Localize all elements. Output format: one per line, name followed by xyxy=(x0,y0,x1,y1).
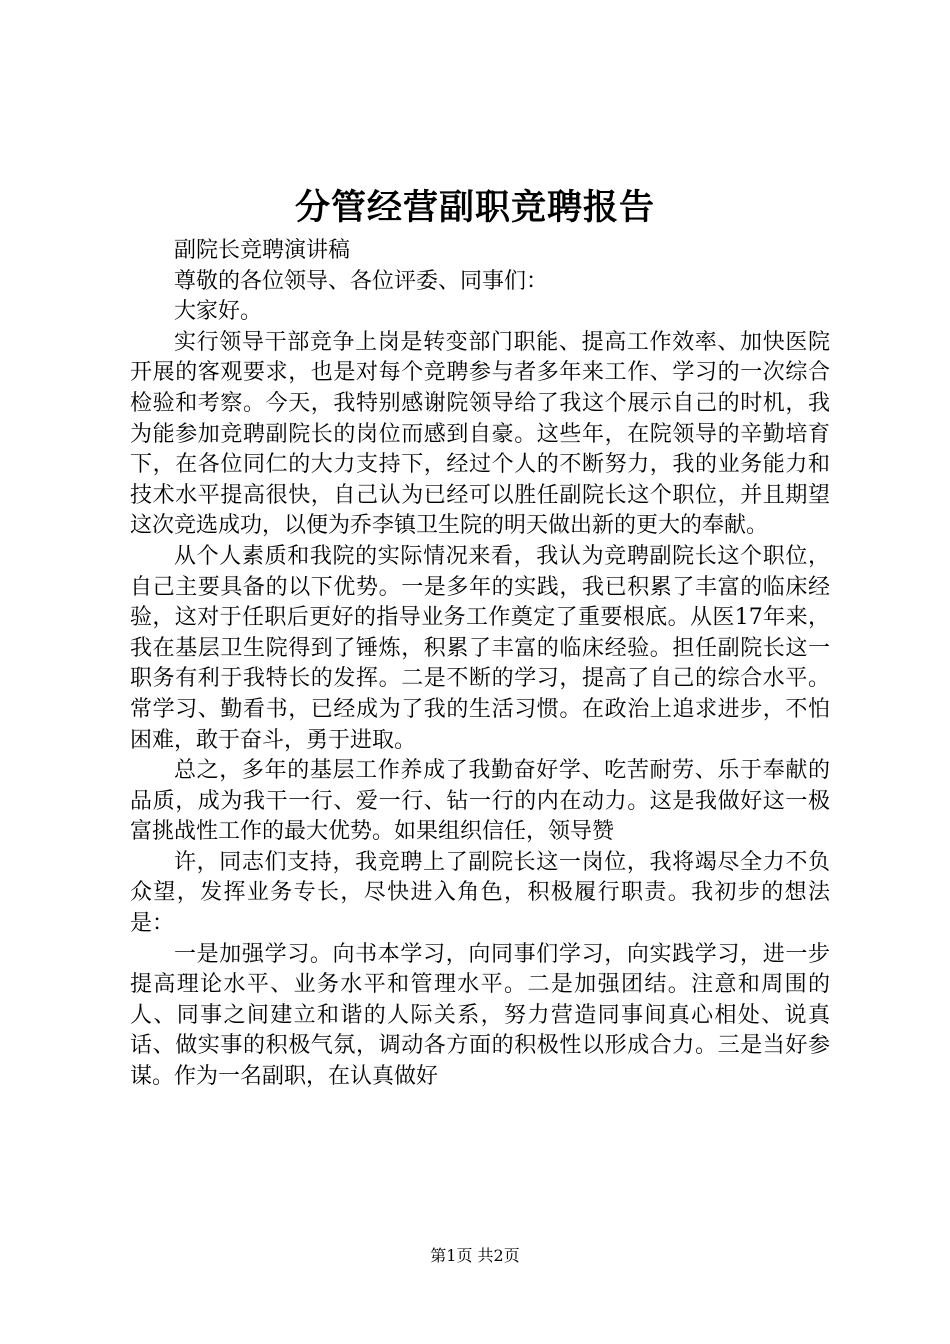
document-title: 分管经营副职竞聘报告 xyxy=(294,187,655,228)
document-body xyxy=(130,236,830,1093)
paragraph-salutation: 尊敬的各位领导、各位评委、同事们： xyxy=(174,268,549,294)
paragraph-summary: 总之，多年的基层工作养成了我勤奋好学、吃苦耐劳、乐于奉献的品质，成为我干一行、爱一行、钻一行的内在动力。这是我做好这一极富挑战性工作的最大优势。如果组织信任，领导赞 xyxy=(130,758,830,845)
paragraph-intro: 实行领导干部竞争上岗是转变部门职能、提高工作效率、加快医院开展的客观要求，也是对每个竞聘参与者多年来工作、学习的一次综合检验和考察。今天，我特别感谢院领导给了我这个展示自己的时机，我为能参加竞聘副院长的岗位而感到自豪。这些年，在院领导的辛勤培育下，在各位同仁的大力支持下，经过个人的不断努力，我的业务能力和技术水平提高很快，自己认为已经可以胜任副院长这个职位，并且期望这次竞选成功，以便为乔李镇卫生院的明天做出新的更大的奉献。 xyxy=(130,329,830,539)
paragraph-greeting: 大家好。 xyxy=(174,299,263,325)
page-footer: 第1页 共2页 xyxy=(430,1246,520,1265)
paragraph-subtitle: 副院长竞聘演讲稿 xyxy=(174,238,351,263)
paragraph-commitment: 许，同志们支持，我竞聘上了副院长这一岗位，我将竭尽全力不负众望，发挥业务专长，尽快进入角色，积极履行职责。我初步的想法是： xyxy=(130,849,830,937)
paragraph-advantages: 从个人素质和我院的实际情况来看，我认为竞聘副院长这个职位，自己主要具备的以下优势。一是多年的实践，我已积累了丰富的临床经验，这对于任职后更好的指导业务工作奠定了重要根底。从医17年来，我在基层卫生院得到了锤炼，积累了丰富的临床经验。担任副院长这一职务有利于我特长的发挥。二是不断的学习，提高了自己的综合水平。常学习、勤看书，已经成为了我的生活习惯。在政治上追求进步，不怕困难，敢于奋斗，勇于进取。 xyxy=(130,543,830,753)
paragraph-plans: 一是加强学习。向书本学习，向同事们学习，向实践学习，进一步提高理论水平、业务水平和管理水平。二是加强团结。注意和周围的人、同事之间建立和谐的人际关系，努力营造同事间真心相处、说真话、做实事的积极气氛，调动各方面的积极性以形成合力。三是当好参谋。作为一名副职，在认真做好 xyxy=(130,941,830,1090)
